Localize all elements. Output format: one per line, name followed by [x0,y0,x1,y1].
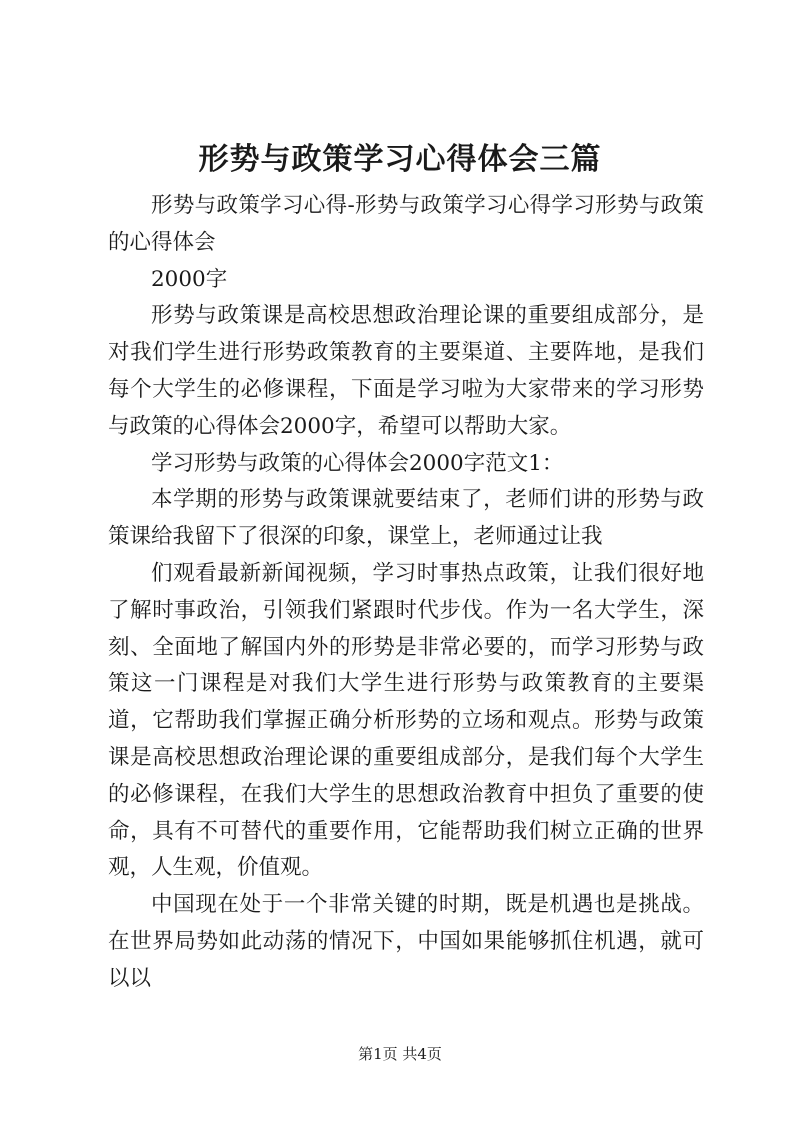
paragraph: 2000字 [151,266,228,292]
page-footer: 第1页 共4页 [358,1045,442,1063]
paragraph: 本学期的形势与政策课就要结束了，老师们讲的形势与政策课给我留下了很深的印象，课堂上，老师通过让我 [108,487,704,550]
paragraph: 形势与政策课是高校思想政治理论课的重要组成部分，是对我们学生进行形势政策教育的主要渠道、主要阵地，是我们每个大学生的必修课程，下面是学习啦为大家带来的学习形势与政策的心得体会2000字，希望可以帮助大家。 [108,303,704,439]
paragraph: 形势与政策学习心得-形势与政策学习心得学习形势与政策的心得体会 [108,193,704,255]
paragraph: 们观看最新新闻视频，学习时事热点政策，让我们很好地了解时事政治，引领我们紧跟时代步伐。作为一名大学生，深刻、全面地了解国内外的形势是非常必要的，而学习形势与政策这一门课程是对我们大学生进行形势与政策教育的主要渠道，它帮助我们掌握正确分析形势的立场和观点。形势与政策课是高校思想政治理论课的重要组成部分，是我们每个大学生的必修课程，在我们大学生的思想政治教育中担负了重要的使命，具有不可替代的重要作用，它能帮助我们树立正确的世界观，人生观，价值观。 [108,560,704,881]
document-title: 形势与政策学习心得体会三篇 [198,142,602,177]
document-body [108,188,704,998]
paragraph: 中国现在处于一个非常关键的时期，既是机遇也是挑战。在世界局势如此动荡的情况下，中国如果能够抓住机遇，就可以以 [108,892,704,991]
paragraph: 学习形势与政策的心得体会2000字范文1： [151,450,564,476]
